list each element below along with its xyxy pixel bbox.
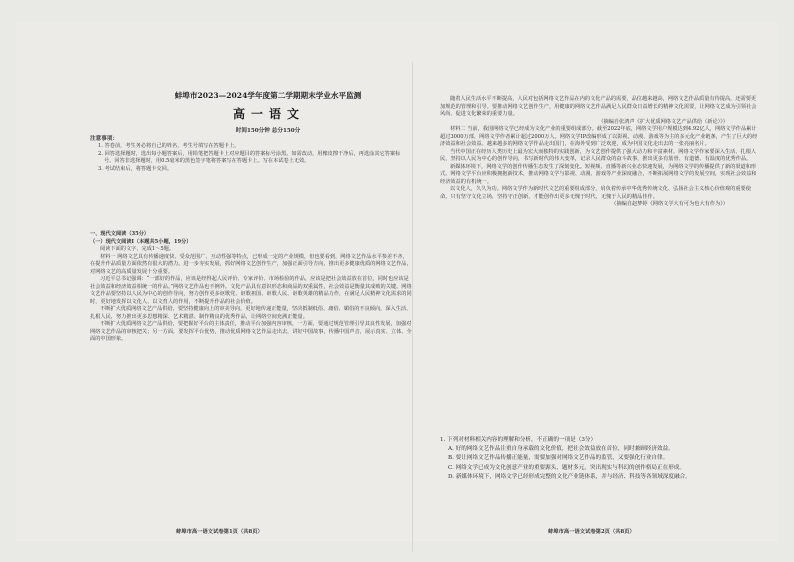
source-citation: （摘编自赵梦婷《网络文学大有可为也大有作为》） xyxy=(611,201,728,207)
instruction-text: 阅读下面的文字，完成1～5题。 xyxy=(100,246,175,252)
question-1 xyxy=(440,436,758,482)
source-citation: （摘编自张鸿声《扩大优质网络文艺产品供给（新论）》） xyxy=(598,118,728,125)
option-a: A. 好的网络文艺作品注重自身承载的文化价值，把社会效益放在首位，同时兼顾经济效益。 xyxy=(448,446,674,453)
reading-paragraph: 材料二 当前，我国网络文学已经成为文化产业的重要组成部分。截至2022年底，网络文学用户规模达到4.92亿人，网络文学作品累计超过3000万部，网络文学作者累计超过2000万人。网络文学IP改编形成了以影视、动漫、游戏等为主的多元化产业链条，产生了巨大的经济效益和社会效益。越来越多的网络文学作品走出国门，在海外受到广泛欢迎，成为中国文化走出去的一张亮丽名片。 xyxy=(440,126,758,147)
notice-heading: 注意事项： xyxy=(90,136,118,142)
reading-paragraph: 当代中国正在经历人类历史上最为宏大而独特的实践创新，为文艺创作提供了强大动力和丰富素材。网络文学作家要深入生活、扎根人民，坚持以人民为中心的创作导向，书写新时代的伟大变革，记录人民群众的奋斗故事，推出更多有筋骨、有道德、有温度的优秀作品。 xyxy=(440,148,757,162)
option-c: C. 网络文学已成为文化创意产业的重要源头，题材多元，突出现实与科幻的创作格局正在形成。 xyxy=(448,464,685,471)
page-footer-right: 蚌埠市高一语文试卷第2页（共8页） xyxy=(548,529,635,535)
subject-title: 高一语文 xyxy=(232,107,305,121)
reading-paragraph: 随着人民生活水平不断提高，人民对包括网络文艺作品在内的文化产品的需要，品位越来越高，网络文艺作品质量有待提高，还需要更加规范的管理和引导。要推动网络文艺创作生产，用健康的网络文艺作品满足人民群众日益增长的精神文化需要，让网络文艺成为引领社会风尚、促进文化繁荣的重要力量。 xyxy=(440,96,757,117)
reading-paragraph: 新媒体环境下，网络文学的创作传播生态发生了深刻变化。短视频、直播等新兴业态快速发展，为网络文学的传播提供了新的渠道和形式。网络文学平台应积极拥抱新技术，推动网络文学与影视、动漫、游戏等产业深度融合，不断拓展网络文学的发展空间，实现社会效益和经济效益的有机统一。 xyxy=(440,163,757,185)
scanned-exam-sheet xyxy=(16,22,778,542)
section-heading: 一、现代文阅读（35分） xyxy=(90,231,150,237)
right-body xyxy=(440,96,758,209)
reading-paragraph: 不断扩大优质网络文艺产品供给，要把握好平台的主体责任，推动平台加强内容审核，一方面，要通过规范管理引导其良性发展，加强对网络文艺作品的审核把关；另一方面，要发挥平台优势，推动优质网络文艺作品走出去，讲好中国故事，传播中国声音，展示真实、立体、全面的中国形象。 xyxy=(90,321,412,342)
option-b: B. 要让网络文艺作品传播正能量，需要加强对网络文艺作品的监管，又要强化行业自律。 xyxy=(448,455,669,462)
notice-item: 2. 回答选择题时，选出每小题答案后，用铅笔把答题卡上对应题目的答案标号涂黑。如需改动，用橡皮擦干净后，再选涂其它答案标号。回答非选择题时，用0.5毫米的黑色签字笔将答案写在答题卡上。写在本试卷上无效。 xyxy=(98,150,401,165)
exam-time-score: 时间150分钟 总分150分 xyxy=(235,128,301,134)
notice-block xyxy=(90,136,410,173)
reading-paragraph: 不断扩大优质网络文艺产品供给，要坚持健康向上的审美导向，更好地传递正能量，坚决抵制低俗、庸俗、媚俗的不良倾向，深入生活、扎根人民，努力推出更多思想精深、艺术精湛、制作精良的优秀作品，让网络空间充满正能量。 xyxy=(90,306,412,320)
option-d: D. 新媒体环境下，网络文学已经形成完整的文化产业链体系，并与经济、科技等各领域深度融合。 xyxy=(448,473,691,480)
question-stem: 1. 下列对材料相关内容的理解和分析，不正确的一项是（3分） xyxy=(440,437,597,443)
page-footer-left: 蚌埠市高一语文试卷第1页（共8页） xyxy=(176,529,263,535)
notice-item: 3. 考试结束后，将答题卡交回。 xyxy=(98,165,173,172)
page-fold-divider xyxy=(412,62,413,552)
reading-paragraph: 习近平总书记强调：“一部好的作品，应该是经得起人民评价、专家评价、市场检验的作品，应该是把社会效益放在首位，同时也应该是社会效益和经济效益相统一的作品。”网络文艺作品也不例外。文化产品具有意识形态和商品的双重属性，社会效益是衡量其成败的关键。网络文艺作品要坚持以人民为中心的创作导向，努力创作更多讴歌党、讴歌祖国、讴歌人民、讴歌英雄的精品力作，在满足人民精神文化需求的同时，更好地发挥以文化人、以文育人的作用，不断提升作品的社会价值。 xyxy=(90,276,412,305)
notice-item: 1. 答卷前，考生务必将自己的姓名、考生号填写在答题卡上。 xyxy=(98,143,240,150)
exam-title: 蚌埠市2023—2024学年度第二学期期末学业水平监测 xyxy=(174,91,362,100)
reading-paragraph: 以文化人，久久为功。网络文学作为新时代文艺的重要组成部分，肩负着传承中华优秀传统文化、弘扬社会主义核心价值观的重要使命。只有坚守文化立场，坚持守正创新，才能创作出更多无愧于时代、无愧于人民的精品佳作。 xyxy=(440,186,751,200)
reading-paragraph: 材料一 网络文艺具有传播速度快、受众范围广、互动性强等特点，已形成一定的产业规模，但也要看到，网络文艺作品水平参差不齐，在提升作品质量方面依然有很大的潜力。进一步夯实发展，抓好网络文艺创作生产，加强正面引导方向，推出更多健康优质的网络文艺作品，对网络文艺的高质量发展十分重要。 xyxy=(90,253,412,275)
subsection-heading: （一）现代文阅读Ⅰ（本题共5小题，19分） xyxy=(90,238,192,245)
left-body xyxy=(90,231,412,344)
